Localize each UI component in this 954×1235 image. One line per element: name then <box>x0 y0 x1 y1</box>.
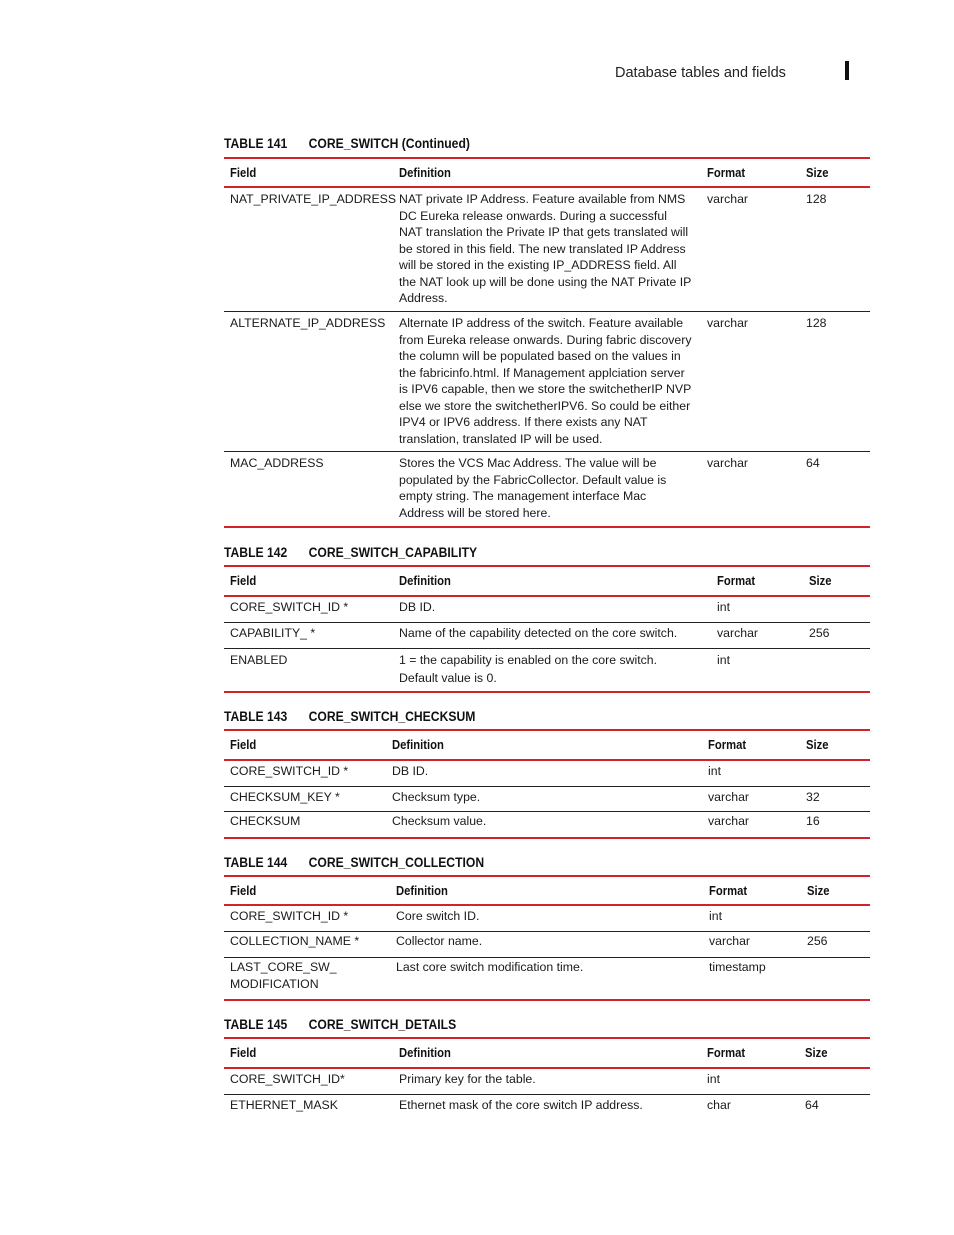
cell-size: 64 <box>805 1098 819 1112</box>
column-header-definition: Definition <box>399 574 451 588</box>
column-header-field: Field <box>230 883 257 898</box>
cell-format: varchar <box>707 192 749 206</box>
cell-format: char <box>707 1098 731 1112</box>
table-row <box>224 649 870 693</box>
cell-definition: DB ID. <box>392 764 429 778</box>
column-header-format: Format <box>709 883 748 898</box>
cell-definition: Ethernet mask of the core switch IP address. <box>399 1098 643 1112</box>
table-143 <box>224 707 870 839</box>
cell-format: varchar <box>717 626 759 640</box>
table-142 <box>224 543 870 693</box>
cell-size: 16 <box>806 814 820 828</box>
table-number: TABLE 142 <box>224 545 288 560</box>
cell-format: varchar <box>708 790 750 804</box>
table-row <box>224 452 870 528</box>
table-row <box>224 597 870 623</box>
cell-size: 128 <box>806 192 827 206</box>
cell-field: ALTERNATE_IP_ADDRESS <box>230 316 386 330</box>
cell-size: 256 <box>807 934 828 948</box>
table-number: TABLE 141 <box>224 136 288 151</box>
cell-size <box>800 763 870 786</box>
column-header-field: Field <box>230 574 257 588</box>
cell-size <box>801 959 870 999</box>
cell-field: COLLECTION_NAME * <box>230 934 360 948</box>
column-header-size: Size <box>809 574 832 588</box>
column-header-format: Format <box>707 165 746 180</box>
column-header-definition: Definition <box>399 165 451 180</box>
table-row <box>224 958 870 1001</box>
table-name: CORE_SWITCH (Continued) <box>308 136 470 151</box>
cell-definition: Stores the VCS Mac Address. The value will be populated by the FabricCollector. Default value is empty string. The management interface Mac Address will be stored here. <box>399 456 667 520</box>
cell-format: int <box>708 764 721 778</box>
column-header-format: Format <box>707 1046 746 1060</box>
table-row <box>224 812 870 839</box>
table-name: CORE_SWITCH_COLLECTION <box>308 855 485 870</box>
cell-format: timestamp <box>709 960 766 974</box>
column-header-definition: Definition <box>396 883 448 898</box>
page-header-title: Database tables and fields <box>615 65 786 81</box>
table-number: TABLE 145 <box>224 1017 288 1032</box>
cell-definition: Last core switch modification time. <box>396 960 584 974</box>
table-141 <box>224 134 870 528</box>
cell-field: CORE_SWITCH_ID * <box>230 909 349 923</box>
cell-size <box>803 599 870 622</box>
column-header-size: Size <box>805 1046 828 1060</box>
table-row <box>224 787 870 812</box>
table-name: CORE_SWITCH_CHECKSUM <box>308 709 476 724</box>
cell-definition: NAT private IP Address. Feature available from NMS DC Eureka release onwards. During a successful NAT translation the Private IP that gets translated will be stored in this field. The new translated IP Address will be stored in the existing IP_ADDRESS field. All the NAT look up will be done using the NAT Private IP Address. <box>399 192 692 305</box>
table-row <box>224 623 870 649</box>
cell-format: varchar <box>708 814 750 828</box>
table-number: TABLE 144 <box>224 855 288 870</box>
table-header <box>224 875 870 906</box>
cell-format: varchar <box>707 456 749 470</box>
column-header-field: Field <box>230 165 257 180</box>
cell-definition: Primary key for the table. <box>399 1072 536 1086</box>
column-header-definition: Definition <box>392 738 444 752</box>
cell-format: int <box>717 653 730 667</box>
table-caption <box>224 1015 805 1035</box>
table-row <box>224 1069 870 1095</box>
column-header-field: Field <box>230 1046 257 1060</box>
table-row <box>224 188 870 312</box>
cell-field: CHECKSUM <box>230 814 301 828</box>
cell-definition: Name of the capability detected on the core switch. <box>399 626 678 640</box>
cell-definition: Alternate IP address of the switch. Feature available from Eureka release onwards. During fabric discovery the column will be populated based on the values in the fabricinfo.html. If Management applciation server is IPV6 capable, then we store the switchetherIP NVP else we store the switchetherIPV6. So could be either IPV4 or IPV6 address. If there exists any NAT translation, translated IP will be used. <box>399 316 692 446</box>
header-marker-bar <box>845 61 849 80</box>
cell-definition: Collector name. <box>396 934 483 948</box>
cell-size: 64 <box>806 456 820 470</box>
cell-definition: Checksum type. <box>392 790 481 804</box>
cell-size <box>801 908 870 931</box>
cell-field: CORE_SWITCH_ID * <box>230 764 349 778</box>
table-145 <box>224 1015 870 1121</box>
table-row <box>224 312 870 452</box>
column-header-format: Format <box>717 574 756 588</box>
table-row <box>224 932 870 958</box>
column-header-format: Format <box>708 738 747 752</box>
cell-field: ENABLED <box>230 653 288 667</box>
table-name: CORE_SWITCH_CAPABILITY <box>308 545 478 560</box>
cell-size: 256 <box>809 626 830 640</box>
column-header-size: Size <box>806 165 829 180</box>
cell-format: varchar <box>707 316 749 330</box>
cell-format: int <box>707 1072 720 1086</box>
table-row <box>224 1095 870 1121</box>
cell-field: LAST_CORE_SW_ MODIFICATION <box>230 960 337 991</box>
table-caption <box>224 134 805 154</box>
cell-definition: Core switch ID. <box>396 909 480 923</box>
cell-field: NAT_PRIVATE_IP_ADDRESS <box>230 192 397 206</box>
cell-size <box>803 651 870 691</box>
table-caption <box>224 543 805 563</box>
cell-definition: DB ID. <box>399 600 436 614</box>
table-caption <box>224 853 805 873</box>
table-number: TABLE 143 <box>224 709 288 724</box>
cell-field: CORE_SWITCH_ID * <box>230 600 349 614</box>
cell-field: CAPABILITY_ * <box>230 626 316 640</box>
column-header-size: Size <box>806 738 829 752</box>
table-144 <box>224 853 870 1001</box>
cell-format: int <box>709 909 722 923</box>
cell-format: varchar <box>709 934 751 948</box>
cell-format: int <box>717 600 730 614</box>
cell-definition: 1 = the capability is enabled on the core switch. Default value is 0. <box>399 653 658 685</box>
table-name: CORE_SWITCH_DETAILS <box>308 1017 457 1032</box>
column-header-size: Size <box>807 883 830 898</box>
cell-definition: Checksum value. <box>392 814 487 828</box>
table-header <box>224 1037 870 1069</box>
column-header-field: Field <box>230 738 257 752</box>
table-caption <box>224 707 805 727</box>
cell-size: 32 <box>806 790 820 804</box>
cell-field: CORE_SWITCH_ID* <box>230 1072 345 1086</box>
cell-field: CHECKSUM_KEY * <box>230 790 340 804</box>
cell-size: 128 <box>806 316 827 330</box>
column-header-definition: Definition <box>399 1046 451 1060</box>
cell-size <box>799 1071 870 1094</box>
table-header <box>224 157 870 188</box>
table-row <box>224 906 870 932</box>
cell-field: ETHERNET_MASK <box>230 1098 338 1112</box>
table-row <box>224 761 870 787</box>
table-header <box>224 729 870 761</box>
cell-field: MAC_ADDRESS <box>230 456 324 470</box>
table-header <box>224 565 870 597</box>
